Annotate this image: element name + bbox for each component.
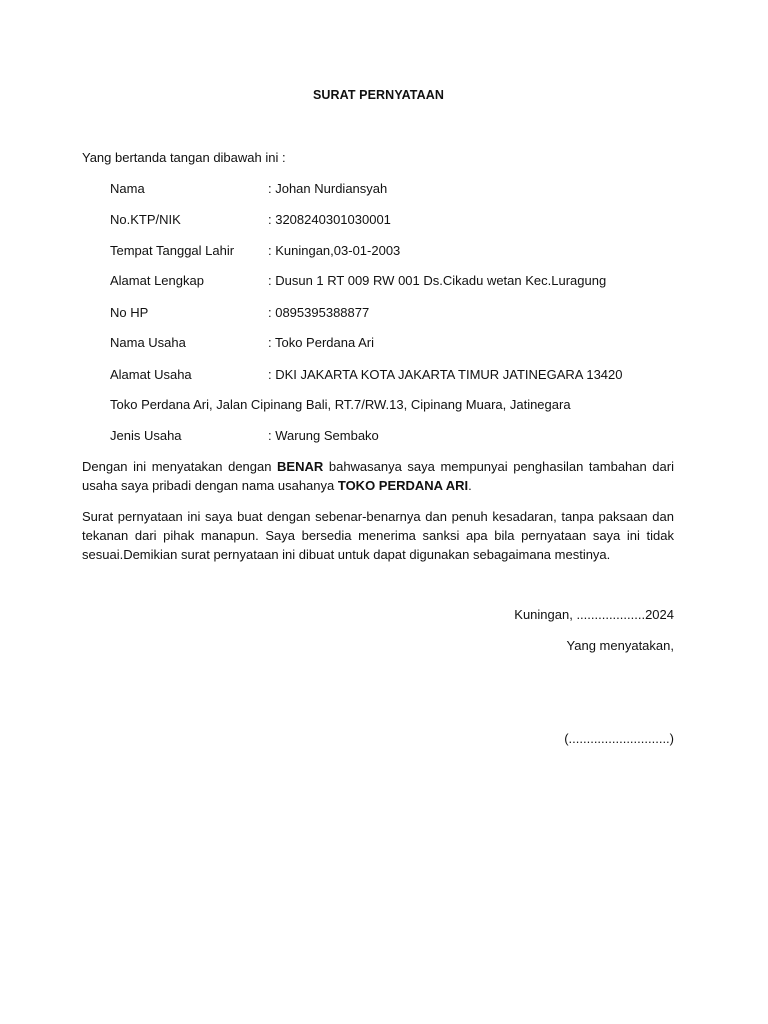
business-address-line: Toko Perdana Ari, Jalan Cipinang Bali, RT.7/RW.13, Cipinang Muara, Jatinegara (110, 397, 571, 412)
field-label: Tempat Tanggal Lahir (110, 243, 235, 258)
statement-text: bahwasanya saya mempunyai penghasilan tambahan dari usaha saya pribadi dengan nama usahanya (82, 459, 674, 493)
field-label: Alamat Usaha (110, 367, 192, 382)
field-value: : Toko Perdana Ari (268, 335, 374, 350)
business-name-emphasis: TOKO PERDANA ARI (337, 478, 469, 493)
field-label: Jenis Usaha (110, 428, 182, 443)
statement-text: Dengan ini menyatakan dengan (82, 459, 278, 474)
field-value: : Kuningan,03-01-2003 (268, 243, 401, 258)
signature-line: (............................) (564, 731, 674, 746)
signer-label: Yang menyatakan, (566, 638, 674, 653)
field-label: No.KTP/NIK (110, 212, 181, 227)
document-title: SURAT PERNYATAAN (312, 88, 444, 102)
field-label: Alamat Lengkap (110, 273, 204, 288)
field-value: : Dusun 1 RT 009 RW 001 Ds.Cikadu wetan Kec.Luragung (268, 273, 607, 288)
field-label: Nama Usaha (110, 335, 186, 350)
field-label: Nama (110, 181, 145, 196)
field-value: : 0895395388877 (268, 305, 370, 320)
field-value: : Warung Sembako (268, 428, 379, 443)
intro-text: Yang bertanda tangan dibawah ini : (82, 150, 286, 165)
field-value: : DKI JAKARTA KOTA JAKARTA TIMUR JATINEGARA 13420 (268, 367, 623, 382)
field-value: : 3208240301030001 (268, 212, 391, 227)
statement-emphasis: BENAR (277, 459, 324, 474)
field-value: : Johan Nurdiansyah (268, 181, 388, 196)
place-date: Kuningan, ...................2024 (514, 607, 674, 622)
statement-paragraph (82, 457, 674, 495)
field-label: No HP (110, 305, 149, 320)
statement-text: . (468, 478, 472, 493)
closing-paragraph: Surat pernyataan ini saya buat dengan sebenar-benarnya dan penuh kesadaran, tanpa paksaan dan tekanan dari pihak manapun. Saya bersedia menerima sanksi apa bila pernyataan saya ini tidak sesuai.Demikian surat pernyataan ini dibuat untuk dapat digunakan sebagaimana mestinya. (82, 509, 674, 562)
